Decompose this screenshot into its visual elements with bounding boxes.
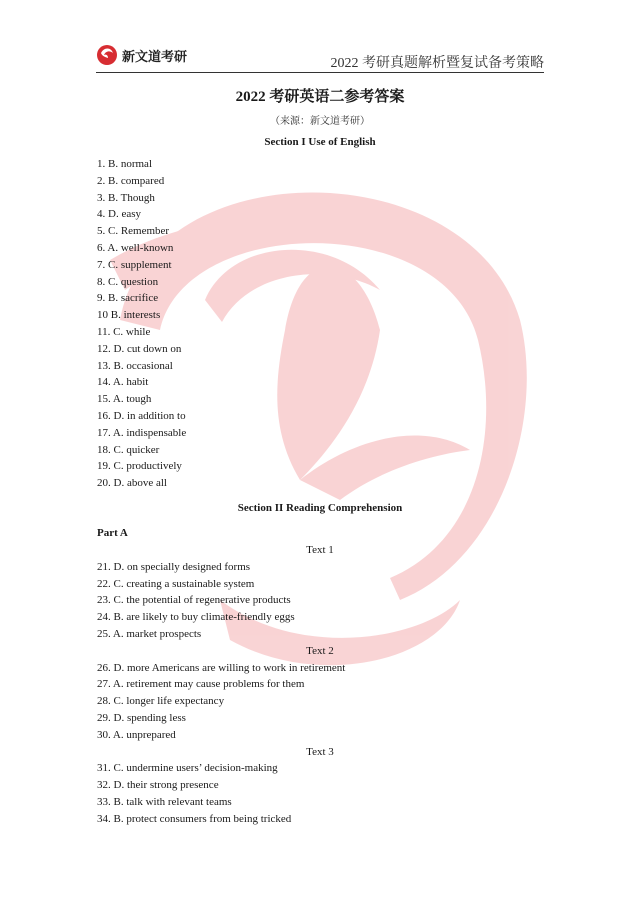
section-2-title: Section II Reading Comprehension [237,501,403,514]
answer-item: 10 B. interests [97,309,161,322]
answer-item: 3. B. Though [97,191,155,204]
source-note: （来源：新文道考研） [270,116,370,127]
text-3-label: Text 3 [306,745,334,758]
page-title: 2022 考研英语二参考答案 [235,89,405,105]
section-1-answers [97,156,543,492]
answer-item: 7. C. supplement [97,258,172,271]
text-3-answers [97,760,543,827]
answer-item: 31. C. undermine users’ decision-making [97,762,278,775]
answer-item: 1. B. normal [97,158,152,170]
answer-item: 32. D. their strong presence [97,779,219,792]
header-divider [96,72,544,73]
answer-item: 22. C. creating a sustainable system [97,577,255,590]
text-2-answers [97,660,543,744]
header-title: 2022 考研真题解析暨复试备考策略 [330,56,544,71]
answer-item: 14. A. habit [97,376,149,389]
answer-item: 21. D. on specially designed forms [97,560,251,573]
answer-item: 19. C. productively [97,460,182,473]
brand-logo [96,44,187,66]
brand-name: 新文道考研 [122,49,188,65]
answer-item: 8. C. question [97,275,159,288]
answer-item: 25. A. market prospects [97,627,202,640]
answer-item: 20. D. above all [97,477,167,490]
answer-item: 27. A. retirement may cause problems for them [97,678,305,691]
text-1-answers [97,559,543,643]
text-1-label: Text 1 [306,543,334,556]
answer-item: 28. C. longer life expectancy [97,695,225,708]
answer-item: 30. A. unprepared [97,728,176,741]
answer-item: 29. D. spending less [97,711,186,724]
answer-item: 33. B. talk with relevant teams [97,795,232,808]
answer-item: 26. D. more Americans are willing to work in retirement [97,661,346,674]
answer-item: 2. B. compared [97,174,165,187]
answer-item: 11. C. while [97,325,151,338]
answer-item: 5. C. Remember [97,225,170,238]
answer-item: 13. B. occasional [97,359,173,372]
text-2-label: Text 2 [306,644,334,657]
answer-item: 12. D. cut down on [97,342,182,355]
answer-item: 17. A. indispensable [97,426,187,439]
answer-item: 15. A. tough [97,393,152,406]
answer-item: 24. B. are likely to buy climate-friendly eggs [97,611,295,624]
section-1-title: Section I Use of English [264,136,376,148]
phoenix-logo-icon [96,44,118,66]
answer-item: 9. B. sacrifice [97,292,159,305]
document-body [97,85,543,827]
answer-item: 18. C. quicker [97,443,160,456]
part-a-title: Part A [97,526,128,539]
answer-item: 6. A. well-known [97,241,174,254]
answer-item: 34. B. protect consumers from being tricked [97,812,292,825]
page-header [0,0,640,75]
answer-item: 4. D. easy [97,208,141,221]
answer-item: 16. D. in addition to [97,409,186,422]
answer-item: 23. C. the potential of regenerative products [97,594,291,607]
